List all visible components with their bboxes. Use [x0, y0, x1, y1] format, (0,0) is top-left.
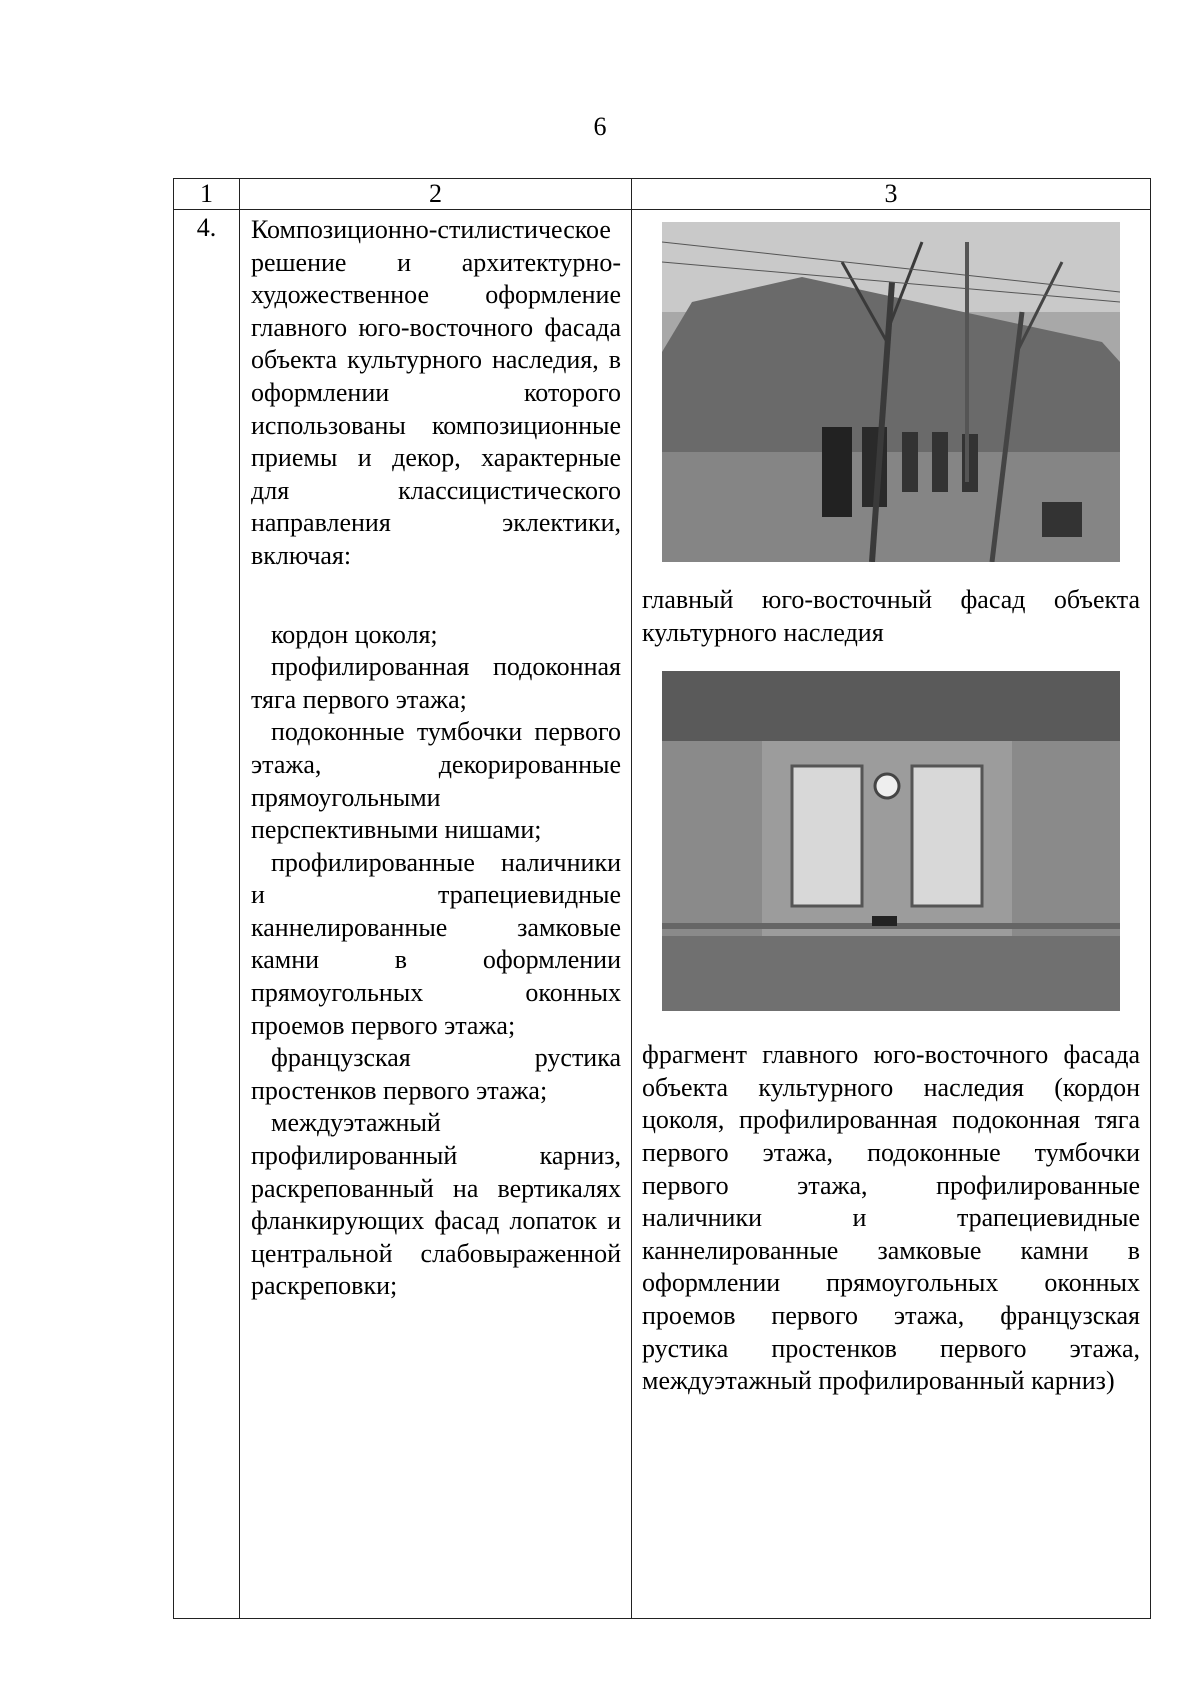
list-item: французская рустика простенков первого этажа; — [251, 1043, 621, 1105]
row-number: 4. — [174, 210, 240, 1619]
facade-fragment-photo — [662, 671, 1120, 1011]
table-row — [174, 210, 1151, 1619]
list-item: кордон цоколя; — [271, 619, 438, 649]
description-intro: Композиционно-стилистическое решение и архитектурно-художественное оформление главного юго-восточного фасада объекта культурного наследия, в оформлении которого использованы композиционные приемы и декор, характерные для классицистического направления эклектики, включая: — [251, 215, 621, 570]
header-cell-2: 2 — [240, 179, 632, 210]
list-item: междуэтажный профилированный карниз, раскрепованный на вертикалях фланкирующих фасад лопаток и центральной слабовыраженной раскреповки; — [251, 1108, 621, 1301]
header-cell-3: 3 — [632, 179, 1151, 210]
document-table — [173, 178, 1151, 1619]
table-header-row — [174, 179, 1151, 210]
photo-caption-facade: главный юго-восточный фасад объекта культурного наследия — [642, 585, 1140, 647]
list-item: профилированные наличники и трапециевидные каннелированные замковые камни в оформлении прямоугольных оконных проемов первого этажа; — [251, 847, 621, 1040]
illustration-cell — [632, 210, 1151, 1619]
header-cell-1: 1 — [174, 179, 240, 210]
list-item: профилированная подоконная тяга первого этажа; — [251, 652, 621, 714]
list-item: подоконные тумбочки первого этажа, декорированные прямоугольными перспективными нишами; — [251, 717, 621, 845]
description-cell — [240, 210, 632, 1619]
page-number: 6 — [593, 112, 607, 141]
photo-caption-fragment: фрагмент главного юго-восточного фасада объекта культурного наследия (кордон цоколя, профилированная подоконная тяга первого этажа, подоконные тумбочки первого этажа, профилированные наличники и трапециевидные каннелированные замковые камни в оформлении прямоугольных оконных проемов первого этажа, французская рустика простенков первого этажа, междуэтажный профилированный карниз) — [642, 1040, 1140, 1396]
facade-photo — [662, 222, 1120, 562]
